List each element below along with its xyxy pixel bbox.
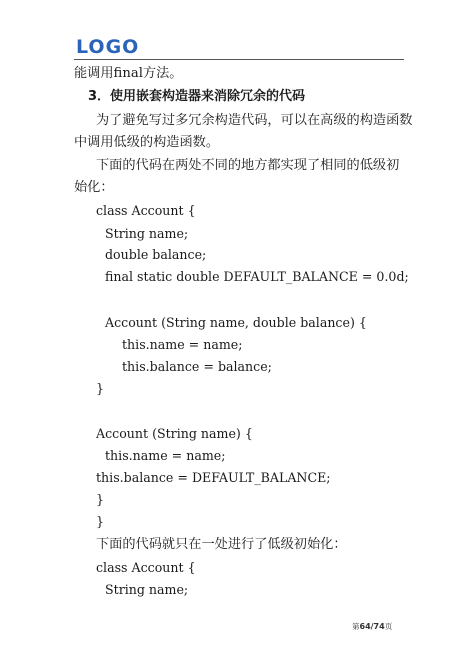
code-line: } [96, 514, 105, 529]
page-prefix: 第 [352, 622, 360, 631]
code-line: Account (String name, double balance) { [105, 315, 367, 330]
intro-line: 能调用final方法。 [74, 66, 183, 81]
code-line: this.name = name; [122, 337, 243, 352]
header-divider [74, 59, 404, 60]
page-number [352, 621, 392, 632]
logo: LOGO [76, 36, 140, 58]
code-line: } [96, 492, 105, 507]
page-suffix: 页 [384, 622, 393, 631]
code-line: class Account { [96, 203, 196, 218]
code-line: class Account { [96, 560, 196, 575]
paragraph-1-line-1: 为了避免写过多冗余构造代码，可以在高级的构造函数 [96, 113, 413, 128]
page-count: 64/74 [359, 622, 385, 631]
paragraph-2-line-2: 始化： [74, 180, 114, 195]
code-line: final static double DEFAULT_BALANCE = 0.0d; [105, 269, 409, 284]
paragraph-2-line-1: 下面的代码在两处不同的地方都实现了相同的低级初 [96, 158, 400, 173]
code-line: this.name = name; [105, 448, 226, 463]
section-heading: 3．使用嵌套构造器来消除冗余的代码 [88, 89, 306, 104]
code-line: } [96, 381, 105, 396]
code-line: String name; [105, 582, 189, 597]
code-line: Account (String name) { [96, 426, 253, 441]
code-line: String name; [105, 226, 189, 241]
paragraph-3: 下面的代码就只在一处进行了低级初始化： [96, 537, 347, 552]
code-line: double balance; [105, 247, 207, 262]
code-line: this.balance = DEFAULT_BALANCE; [96, 470, 331, 485]
code-line: this.balance = balance; [122, 359, 272, 374]
paragraph-1-line-2: 中调用低级的构造函数。 [74, 135, 220, 150]
